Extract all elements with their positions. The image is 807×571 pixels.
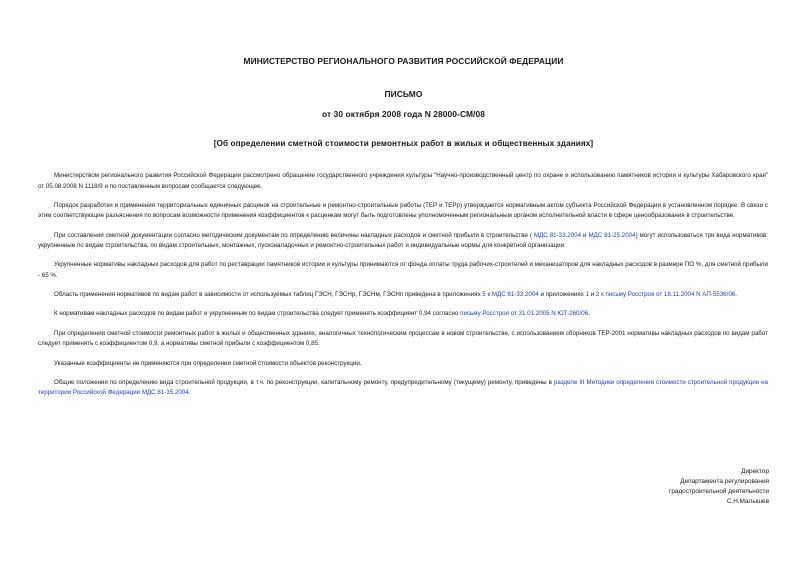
signature-name: С.Н.Малышев: [726, 498, 769, 505]
link-rosstroy-letter-ap-5536[interactable]: 2 к письму Росстроя от 18.11.2004 N АП-5536/06: [595, 291, 736, 299]
link-mds-81-25[interactable]: МДС 81-25.2004: [588, 231, 636, 239]
link-mds-81-33[interactable]: МДС 81-33.2004: [533, 231, 582, 239]
document-type: ПИСЬМО: [384, 89, 423, 99]
paragraph-5-text: и приложениях: [538, 291, 586, 299]
paragraph-6-text: К нормативам накладных расходов по видам работ и укрупненным по видам строительства следует применять коэффициент 0,94 согласно: [54, 310, 461, 318]
paragraph-9-text: .: [188, 389, 191, 397]
document-subject: [Об определении сметной стоимости ремонтных работ в жилых и общественных зданиях]: [213, 139, 594, 148]
signature-block: [669, 467, 769, 507]
paragraph-6: [38, 309, 768, 320]
paragraph-8: Указанные коэффициенты не применяются при определении сметной стоимости объектов реконструкции.: [54, 359, 362, 367]
paragraph-3-text: и: [581, 231, 589, 239]
paragraph-3-text: ) могут использоваться три вида нормативов: укрупненные по видам строительства, по видам строительных, монтажных, пусконаладочных и ремонтно-строительных работ и индивидуальные нормы для конкретной организации.: [38, 231, 769, 250]
document-body: [38, 171, 768, 408]
ministry-title: МИНИСТЕРСТВО РЕГИОНАЛЬНОГО РАЗВИТИЯ РОССИЙСКОЙ ФЕДЕРАЦИИ: [243, 56, 564, 66]
paragraph-1: Министерством регионального развития Российской Федерации рассмотрено обращение государственного учреждения культуры "Научно-производственный центр по охране и использованию памятников истории и культуры Хабаровского края" от 05.08.2008 N 1118/9 и по поставленным вопросам сообщается следующее.: [38, 172, 768, 190]
paragraph-6-text: .: [588, 310, 590, 318]
paragraph-5-text: и: [589, 291, 596, 299]
link-appendix-5-mds[interactable]: 5 к МДС 81-33.2004: [482, 291, 539, 299]
paragraph-9-text: Общие положения по определению вида строительной продукции, в т.ч. по реконструкции, капитальному ремонту, предупредительному (текущему) ремонту, приведены в: [54, 378, 554, 386]
signature-position: Директор: [741, 468, 769, 475]
link-appendix-1[interactable]: 1: [585, 291, 589, 299]
signature-department-cont: градостроительной деятельности: [669, 488, 769, 495]
signature-department: Департамента регулирования: [680, 478, 769, 485]
paragraph-4: Укрупненные нормативы накладных расходов для работ по реставрации памятников истории и культуры принимаются от фонда оплаты труда рабочих-строителей и механизаторов для накладных расходов в размере ПО %, для сметной прибыли - 65 %.: [38, 261, 768, 279]
paragraph-3-text: При составлении сметной документации согласно методическим документам по определению величины накладных расходов и сметной прибыли в строительстве (: [54, 231, 534, 239]
paragraph-5: [38, 290, 768, 301]
paragraph-3: [38, 231, 768, 252]
paragraph-5-text: Область применения нормативов по видам работ в зависимости от используемых таблиц ГЭСН, ГЭСНр, ГЭСНм, ГЭСНп приведена в приложениях: [54, 291, 483, 299]
paragraph-2: Порядок разработки и применения территориальных единичных расценок на строительные и ремонтно-строительные работы (ТЕР и ТЕРр) утверждается нормативным актом субъекта Российской Федерации в установленном порядке. В связи с этим соответствующие разъяснения по вопросам возможности применения коэффициентов к расценкам могут быть подготовлены уполномоченным региональным органом исполнительной власти в сфере ценообразования в строительстве.: [38, 201, 768, 220]
document-date-number: от 30 октября 2008 года N 28000-СМ/08: [321, 109, 486, 119]
paragraph-9: [38, 378, 768, 399]
paragraph-7: При определении сметной стоимости ремонтных работ в жилых и общественных зданиях, аналогичных технологическим процессам в новом строительстве, с использованием сборников ТЕР-2001 нормативы накладных расходов по видам работ следует применять с коэффициентом 0,9, а нормативы сметной прибыли с коэффициентом 0,85.: [38, 329, 768, 348]
link-methodology-mds-81-35[interactable]: разделе III Методики определения стоимости строительной продукции на территории Российской Федерации МДС 81-35.2004: [38, 378, 768, 397]
paragraph-5-text: .: [735, 291, 737, 299]
link-rosstroy-letter-yut-260[interactable]: письму Росстроя от 31.01.2005 N ЮТ-260/06: [460, 310, 589, 318]
